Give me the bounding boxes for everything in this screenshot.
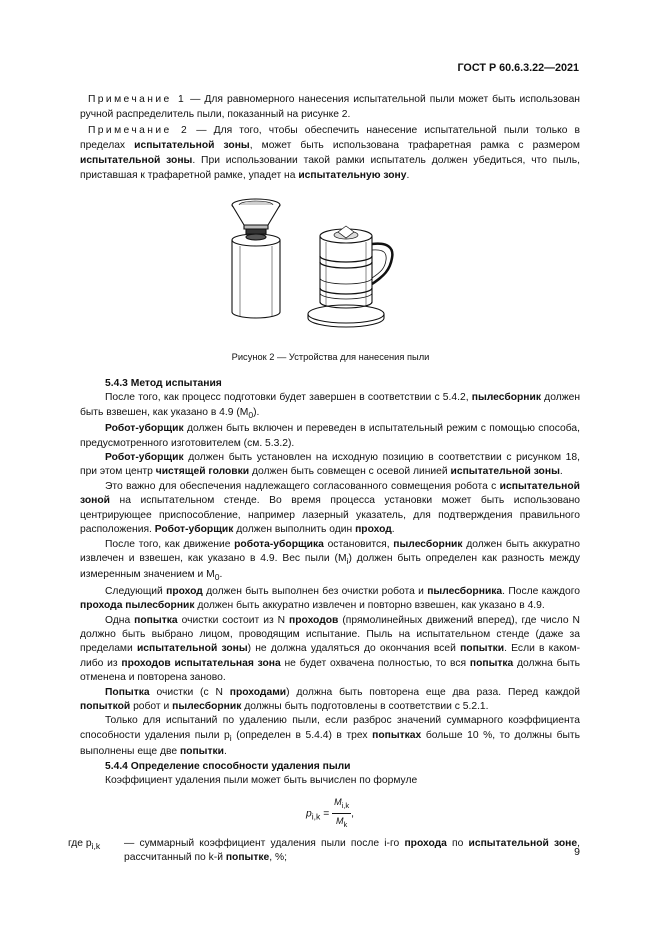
- paragraph: Робот-уборщик должен быть включен и переведен в испытательный режим с помощью способа, предусмотренного изготовителем (см. 5.3.2).: [80, 423, 580, 449]
- paragraph: Робот-уборщик должен быть установлен на исходную позицию в соответствии с рисунком 18, при этом центр чистящей головки должен быть совмещен с осевой линией испытательной зоны.: [80, 452, 580, 478]
- page-number: 9: [574, 846, 580, 858]
- note-2: Примечание 2 — Для того, чтобы обеспечить нанесение испытательной пыли только в пределах испытательной зоны, может быть использована трафаретная рамка с размером испытательной зоны. При использовании такой рамки испытатель должен убедиться, что пыль, приставшая к трафаретной рамке, упадет на испытательную зону.: [80, 125, 580, 181]
- dust-applicator-illustration: [200, 192, 440, 334]
- section-heading-5-4-4: 5.4.4 Определение способности удаления пыли: [105, 760, 351, 772]
- note-2-label: Примечание 2: [88, 125, 190, 136]
- paragraph: После того, как движение робота-уборщика остановится, пылесборник должен быть аккуратно извлечен и взвешен, как указано в 4.9. Вес пыли $(M_i)$ должен быть определен как разность между измеренным значением и $M_0$.: [80, 538, 580, 583]
- formula: $p_{i,k}$ = $\frac{M_{i,k}}{M_k}$ ,: [80, 795, 580, 829]
- formula-legend: где $p_{i,k}$ — суммарный коэффициент удаления пыли после i-го прохода по испытательной зоне, рассчитанный по k-й попытке, %;: [68, 837, 580, 863]
- document-code-header: ГОСТ Р 60.6.3.22—2021: [457, 62, 579, 74]
- section-heading-5-4-3: 5.4.3 Метод испытания: [105, 378, 222, 389]
- main-text: [68, 377, 581, 865]
- note-1-label: Примечание 1: [88, 94, 187, 105]
- paragraph: Одна попытка очистки состоит из N проходов (прямолинейных движений вперед), где число N должно быть выбрано лицом, проводящим испытание. Пыль на испытательном стенде (даже за пределами испытательной зоны) не должна удаляться до окончания всей попытки. Если в каком-либо из проходов испытательная зона не будет охвачена полностью, то вся попытка должна быть отменена и повторена заново.: [80, 614, 580, 684]
- paragraph: Это важно для обеспечения надлежащего согласованного совмещения робота с испытательной зоной на испытательном стенде. Во время процесса установки может быть использовано центрирующее приспособление, например лазерный указатель, для подтверждения правильного расположения. Робот-уборщик должен выполнить один проход.: [80, 480, 580, 536]
- note-1-text: — Для равномерного нанесения испытательной пыли может быть использован ручной распределитель пыли, показанный на рисунке 2.: [80, 94, 580, 120]
- paragraph: Следующий проход должен быть выполнен без очистки робота и пылесборника. После каждого прохода пылесборник должен быть аккуратно извлечен и повторно взвешен, как указано в 4.9.: [80, 585, 580, 612]
- paragraph: Коэффициент удаления пыли может быть вычислен по формуле: [105, 775, 418, 787]
- formula-fraction: $\frac{M_{i,k}}{M_k}$: [334, 796, 350, 829]
- paragraph: После того, как процесс подготовки будет завершен в соответствии с 5.4.2, пылесборник должен быть взвешен, как указано в 4.9 $(M_0)$.: [80, 392, 581, 420]
- paragraph: Только для испытаний по удалению пыли, если разброс значений суммарного коэффициента способности удаления пыли $p_i$ (определен в 5.4.4) в трех попытках больше 10 %, то должны быть выполнены еще две попытки.: [80, 715, 580, 758]
- paragraph: Попытка очистки (с N проходами) должна быть повторена еще два раза. Перед каждой попыткой робот и пылесборник должны быть подготовлены в соответствии с 5.2.1.: [80, 686, 580, 713]
- note-1: [80, 92, 580, 122]
- figure-caption: Рисунок 2 — Устройства для нанесения пыли: [231, 352, 430, 362]
